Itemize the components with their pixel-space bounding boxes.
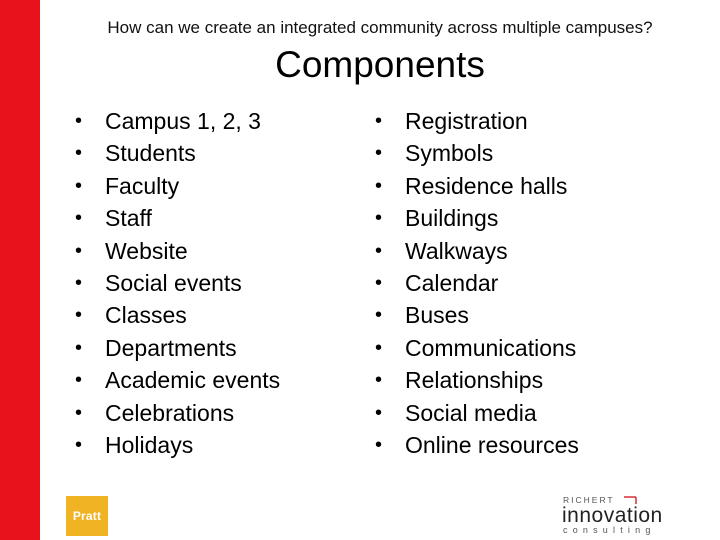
bullet-icon: • bbox=[75, 142, 83, 165]
list-item bbox=[375, 267, 579, 299]
pratt-logo bbox=[66, 496, 108, 536]
bullet-icon: • bbox=[75, 110, 83, 132]
list-item-label: Celebrations bbox=[105, 399, 235, 426]
list-item bbox=[375, 364, 579, 396]
bullet-icon: • bbox=[75, 401, 83, 424]
list-item bbox=[75, 397, 280, 429]
list-item-label: Students bbox=[105, 140, 196, 167]
bullet-icon: • bbox=[75, 369, 83, 392]
list-item-label: Residence halls bbox=[405, 172, 568, 199]
right-bullet-list bbox=[375, 105, 579, 461]
bullet-icon: • bbox=[75, 271, 83, 294]
bullet-icon: • bbox=[75, 304, 83, 327]
list-item-label: Social media bbox=[405, 399, 537, 426]
list-item-label: Staff bbox=[105, 205, 152, 232]
bullet-icon: • bbox=[375, 207, 383, 230]
bullet-icon: • bbox=[375, 142, 383, 165]
bullet-icon: • bbox=[375, 110, 383, 132]
list-item bbox=[75, 235, 280, 267]
list-item bbox=[75, 170, 280, 202]
list-item bbox=[375, 332, 579, 364]
bullet-icon: • bbox=[75, 336, 83, 359]
slide-question: How can we create an integrated community across multiple campuses? bbox=[107, 18, 653, 37]
bullet-icon: • bbox=[375, 304, 383, 327]
list-item-label: Holidays bbox=[105, 431, 194, 458]
bullet-icon: • bbox=[375, 401, 383, 424]
left-bullet-list bbox=[75, 105, 280, 461]
bullet-icon: • bbox=[375, 369, 383, 392]
bullet-icon: • bbox=[375, 239, 383, 262]
list-item bbox=[75, 267, 280, 299]
richert-innovation-logo bbox=[560, 494, 690, 536]
bullet-icon: • bbox=[75, 433, 83, 456]
list-item bbox=[75, 364, 280, 396]
list-item-label: Website bbox=[105, 237, 188, 264]
list-item-label: Faculty bbox=[105, 172, 180, 199]
slide-title: Components bbox=[275, 44, 485, 85]
list-item-label: Relationships bbox=[405, 367, 544, 394]
list-item-label: Registration bbox=[405, 108, 528, 134]
list-item-label: Buildings bbox=[405, 205, 499, 232]
list-item bbox=[75, 299, 280, 331]
bullet-icon: • bbox=[75, 174, 83, 197]
list-item bbox=[75, 429, 280, 461]
list-item bbox=[375, 105, 579, 137]
list-item-label: Calendar bbox=[405, 269, 499, 296]
bullet-icon: • bbox=[375, 271, 383, 294]
list-item-label: Campus 1, 2, 3 bbox=[105, 108, 261, 134]
list-item-label: Classes bbox=[105, 302, 187, 329]
list-item bbox=[375, 429, 579, 461]
bullet-icon: • bbox=[375, 433, 383, 456]
list-item-label: Academic events bbox=[105, 367, 281, 394]
list-item bbox=[375, 137, 579, 169]
list-item bbox=[375, 299, 579, 331]
list-item-label: Symbols bbox=[405, 140, 494, 167]
logo-consulting-text: consulting bbox=[563, 525, 656, 535]
list-item bbox=[375, 397, 579, 429]
logo-richert-text: RICHERT bbox=[563, 495, 615, 505]
list-item-label: Communications bbox=[405, 334, 577, 361]
list-item bbox=[375, 202, 579, 234]
bullet-icon: • bbox=[75, 239, 83, 262]
list-item-label: Social events bbox=[105, 269, 242, 296]
list-item-label: Online resources bbox=[405, 431, 579, 458]
list-item bbox=[375, 170, 579, 202]
list-item bbox=[75, 202, 280, 234]
logo-innovation-text: innovation bbox=[562, 504, 663, 527]
bullet-icon: • bbox=[375, 174, 383, 197]
bullet-icon: • bbox=[75, 207, 83, 230]
list-item-label: Buses bbox=[405, 302, 469, 329]
list-item bbox=[75, 332, 280, 364]
accent-bar bbox=[0, 0, 40, 540]
list-item bbox=[75, 105, 280, 137]
list-item bbox=[375, 235, 579, 267]
pratt-logo-text: Pratt bbox=[72, 509, 102, 523]
list-item-label: Departments bbox=[105, 334, 237, 361]
list-item bbox=[75, 137, 280, 169]
bullet-icon: • bbox=[375, 336, 383, 359]
list-item-label: Walkways bbox=[405, 237, 508, 264]
